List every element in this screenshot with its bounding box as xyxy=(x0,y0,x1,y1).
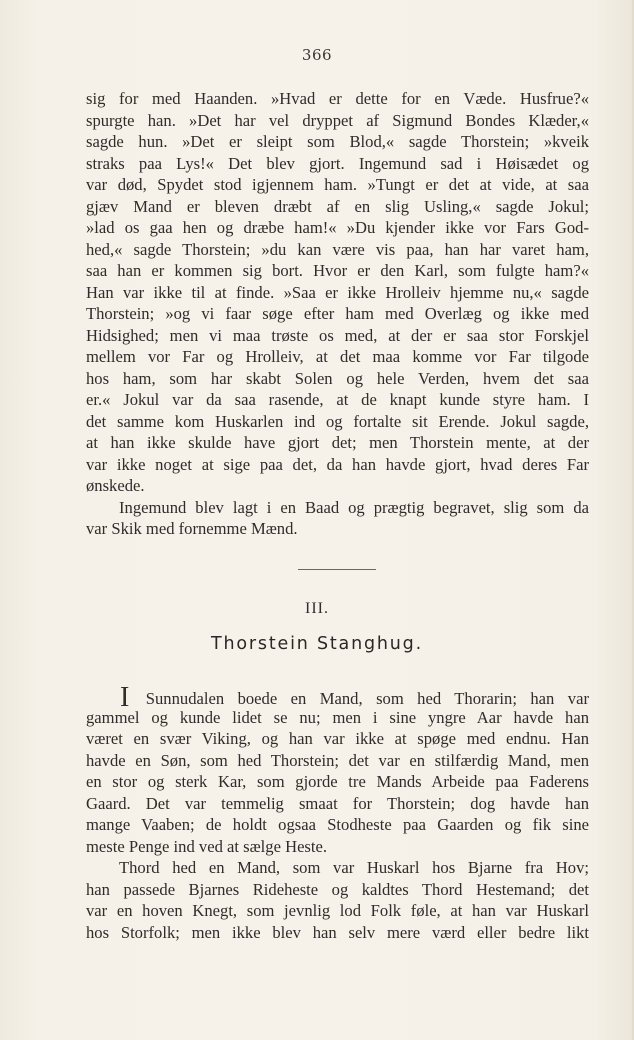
text-line: straks paa Lys!« Det blev gjort. Ingemund sad i Høisædet og xyxy=(86,153,589,173)
text-line: var ikke noget at sige paa det, da han havde gjort, hvad deres Far xyxy=(86,454,589,474)
text-line: han passede Bjarnes Rideheste og kaldtes Thord Hestemand; det xyxy=(86,879,589,899)
text-line-content: Sunnudalen boede en Mand, som hed Thorarin; han var xyxy=(145,689,589,707)
text-line: »lad os gaa hen og dræbe ham!« »Du kjender ikke vor Fars God- xyxy=(86,218,589,237)
text-line: saa han er kommen sig bort. Hvor er den Karl, som fulgte ham?« xyxy=(86,261,589,280)
text-line: Ingemund blev lagt i en Baad og prægtig begravet, slig som da xyxy=(119,497,589,517)
text-line: havde en Søn, som hed Thorstein; det var en stilfærdig Mand, men xyxy=(86,750,589,770)
text-line: hos Storfolk; men ikke blev han selv mere værd eller bedre likt xyxy=(86,922,589,942)
text-line: var død, Spydet stod igjennem ham. »Tungt er det at vide, at saa xyxy=(86,175,589,194)
drop-cap: I xyxy=(120,685,130,707)
text-line: sig for med Haanden. »Hvad er dette for en Væde. Husfrue?« xyxy=(86,89,589,108)
text-line: at han ikke skulde have gjort det; men Thorstein mente, at der xyxy=(86,433,589,452)
text-line: været en svær Viking, og han var ikke at spøge med endnu. Han xyxy=(86,729,589,748)
text-line: var Skik med fornemme Mænd. xyxy=(86,519,298,538)
section-divider xyxy=(298,569,376,570)
chapter-number: III. xyxy=(305,600,329,617)
text-line: gjæv Mand er bleven dræbt af en slig Usling,« sagde Jokul; xyxy=(86,196,589,216)
text-line-first xyxy=(86,685,589,707)
text-line: Thord hed en Mand, som var Huskarl hos Bjarne fra Hov; xyxy=(119,858,589,877)
text-line: Thorstein; »og vi faar søge efter ham med Overlæg og ikke med xyxy=(86,304,589,323)
text-line: mellem vor Far og Hrolleiv, at det maa komme vor Far tilgode xyxy=(86,347,589,366)
text-section-one xyxy=(86,88,589,540)
text-line: meste Penge ind ved at sælge Heste. xyxy=(86,836,328,856)
text-line: er.« Jokul var da saa rasende, at de knapt kunde styre ham. I xyxy=(86,390,589,409)
page-number: 366 xyxy=(301,46,333,64)
text-line: hos ham, som har skabt Solen og hele Verden, hvem det saa xyxy=(86,368,589,388)
text-line: Han var ikke til at finde. »Saa er ikke Hrolleiv hjemme nu,« sagde xyxy=(86,282,589,302)
text-line: var en hoven Knegt, som jevnlig lod Folk føle, at han var Huskarl xyxy=(86,901,589,920)
text-line: gammel og kunde lidet se nu; men i sine yngre Aar havde han xyxy=(86,707,589,727)
text-line: Gaard. Det var temmelig smaat for Thorstein; dog havde han xyxy=(86,793,589,813)
text-line: Hidsighed; men vi maa trøste os med, at der er saa stor Forskjel xyxy=(86,325,589,345)
chapter-title: Thorstein Stanghug. xyxy=(211,634,423,654)
text-section-two xyxy=(86,685,589,943)
text-line: det samme kom Huskarlen ind og fortalte sit Erende. Jokul sagde, xyxy=(86,411,589,431)
text-line: hed,« sagde Thorstein; »du kan være vis paa, han har varet ham, xyxy=(86,239,589,259)
text-line: mange Vaaben; de holdt ogsaa Stodheste paa Gaarden og fik sine xyxy=(86,815,589,834)
text-line: spurgte han. »Det har vel dryppet af Sigmund Bondes Klæder,« xyxy=(86,110,589,130)
text-line: ønskede. xyxy=(86,476,145,495)
text-line: sagde hun. »Det er sleipt som Blod,« sagde Thorstein; »kveik xyxy=(86,132,589,151)
text-line: en stor og sterk Kar, som gjorde tre Mands Arbeide paa Faderens xyxy=(86,772,589,791)
